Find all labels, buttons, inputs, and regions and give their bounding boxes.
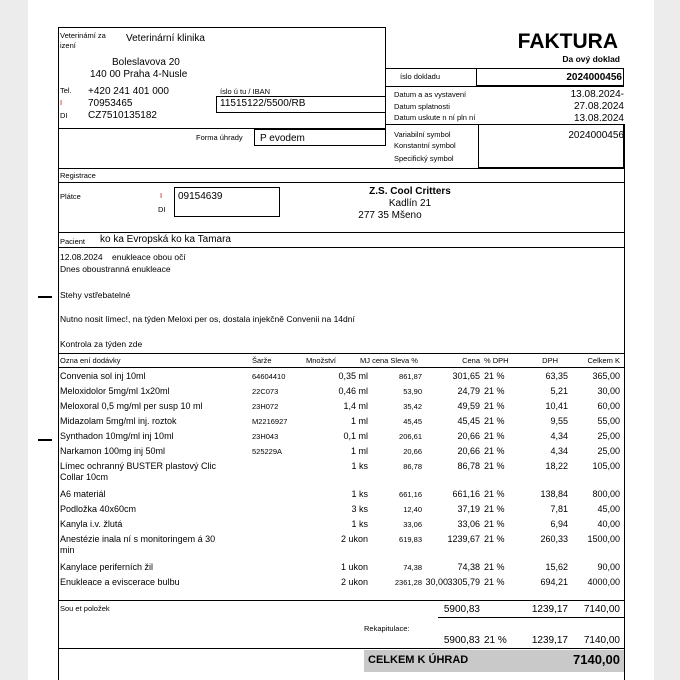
cell-price: 24,79: [457, 386, 480, 396]
margin-mark: [38, 296, 52, 298]
cell-qty: 1 ml: [350, 416, 368, 426]
cell-vat: 5,21: [550, 386, 568, 396]
clinic-account: 11515122/5500/RB: [220, 98, 306, 109]
cell-vat-pct: 21 %: [484, 577, 505, 587]
cell-batch: 64604410: [252, 372, 286, 381]
cell-vat: 6,94: [550, 519, 568, 529]
cell-total: 55,00: [597, 416, 620, 426]
cell-vat: 138,84: [540, 489, 568, 499]
sum-total: 7140,00: [583, 604, 620, 615]
cell-vat-pct: 21 %: [484, 489, 505, 499]
cell-vat-pct: 21 %: [484, 446, 505, 456]
cell-qty: 2 ukon: [340, 577, 368, 587]
cell-unit: 33,06: [403, 520, 422, 529]
cell-price: 49,59: [457, 401, 480, 411]
cell-vat: 15,62: [545, 562, 568, 572]
cell-batch: 525229A: [252, 447, 283, 456]
col-vatpct-header: % DPH: [484, 356, 509, 365]
cell-total: 45,00: [597, 504, 620, 514]
cell-total: 60,00: [597, 401, 620, 411]
cell-batch: 23H072: [252, 402, 279, 411]
dic-label: DI: [60, 111, 68, 120]
cell-qty: 1 ukon: [340, 562, 368, 572]
doc-number-label: íslo dokladu: [400, 72, 441, 81]
col-name-header: Ozna ení dodávky: [60, 356, 121, 365]
recap-price: 5900,83: [443, 635, 480, 646]
recap-total: 7140,00: [583, 635, 620, 646]
spec-symbol-label: Specifický symbol: [394, 154, 454, 163]
cell-vat: 260,33: [540, 534, 568, 544]
cell-price: 20,66: [457, 431, 480, 441]
cell-name: Límec ochranný BUSTER plastový Clic: [60, 461, 217, 471]
cell-vat: 9,55: [550, 416, 568, 426]
cell-batch: 23H043: [252, 432, 279, 441]
cell-total: 25,00: [597, 446, 620, 456]
cell-unit: 2361,28: [394, 578, 422, 587]
col-vat-header: DPH: [542, 356, 558, 365]
cell-price: 74,38: [457, 562, 480, 572]
cell-price: 3305,79: [447, 577, 480, 587]
cell-vat: 694,21: [540, 577, 568, 587]
clinic-phone: +420 241 401 000: [88, 86, 169, 97]
cell-price: 45,45: [457, 416, 480, 426]
cell-unit: 861,87: [399, 372, 422, 381]
date-tax: 13.08.2024: [573, 113, 624, 124]
col-batch-header: Šarže: [252, 356, 272, 365]
clinic-ic: 70953465: [88, 98, 133, 109]
tel-label: Tel.: [60, 86, 72, 95]
cell-vat: 18,22: [545, 461, 568, 471]
cell-unit: 53,90: [403, 387, 422, 396]
cell-total: 40,00: [597, 519, 620, 529]
ic-label: I: [60, 98, 63, 107]
patient-label: Pacient: [60, 237, 86, 246]
cell-qty: 3 ks: [351, 504, 368, 514]
cell-qty: 1,4 ml: [343, 401, 368, 411]
cell-price: 37,19: [457, 504, 480, 514]
cell-price: 1239,67: [447, 534, 480, 544]
cell-vat-pct: 21 %: [484, 386, 505, 396]
cell-name: Kanylace periferních žil: [60, 562, 154, 572]
cell-total: 4000,00: [587, 577, 620, 587]
clinic-name: Veterinární klinika: [126, 33, 205, 44]
cell-vat: 10,41: [545, 401, 568, 411]
note-line-4: Nutno nosit límec!, na týden Meloxi per os, dostala injekčně Convenii na 14dní: [60, 314, 355, 324]
cell-unit: 206,61: [399, 432, 422, 441]
cell-total: 30,00: [597, 386, 620, 396]
cell-total: 1500,00: [587, 534, 620, 544]
cell-price: 301,65: [452, 371, 480, 381]
cell-unit: 35,42: [403, 402, 422, 411]
sum-price: 5900,83: [443, 604, 480, 615]
invoice-subtitle: Da ový doklad: [562, 54, 620, 64]
const-symbol-label: Konstantní symbol: [394, 141, 456, 150]
cell-total: 800,00: [592, 489, 620, 499]
date-due-label: Datum splatnosti: [394, 102, 450, 111]
payer-label: Plátce: [60, 192, 81, 201]
cell-batch: M2216927: [252, 417, 288, 426]
cell-unit: 12,40: [403, 505, 422, 514]
date-tax-label: Datum uskute n ní pln ní: [394, 113, 476, 122]
cell-total: 365,00: [592, 371, 620, 381]
vet-facility-label: Veterinámí za izení: [60, 31, 106, 50]
cell-vat: 63,35: [545, 371, 568, 381]
cell-qty: 0,35 ml: [338, 371, 368, 381]
col-qty-header: Množství: [306, 356, 337, 365]
cell-qty: 2 ukon: [340, 534, 368, 544]
cell-vat-pct: 21 %: [484, 401, 505, 411]
payment-label: Forma úhrady: [196, 133, 243, 142]
payer-street: Kadlín 21: [388, 198, 432, 209]
note-line-5: Kontrola za týden zde: [60, 339, 143, 349]
payer-city: 277 35 Mšeno: [358, 210, 422, 221]
cell-vat-pct: 21 %: [484, 416, 505, 426]
cell-name: Podložka 40x60cm: [60, 504, 137, 514]
cell-total: 25,00: [597, 431, 620, 441]
cell-batch: 22C073: [252, 387, 279, 396]
payment-method: P evodem: [260, 133, 305, 144]
margin-mark: [38, 439, 52, 441]
doc-number: 2024000456: [566, 72, 622, 83]
cell-qty: 1 ml: [350, 446, 368, 456]
clinic-address-city: 140 00 Praha 4-Nusle: [90, 69, 188, 80]
cell-name: A6 materiál: [60, 489, 106, 499]
cell-name: Enukleace a eviscerace bulbu: [60, 577, 180, 587]
cell-price: 20,66: [457, 446, 480, 456]
cell-total: 90,00: [597, 562, 620, 572]
cell-name: Anestézie inala ní s monitoringem á 30: [60, 534, 216, 544]
cell-vat-pct: 21 %: [484, 504, 505, 514]
cell-vat: 4,34: [550, 446, 568, 456]
cell-name: Meloxidolor 5mg/ml 1x20ml: [60, 386, 170, 396]
sum-vat: 1239,17: [531, 604, 568, 615]
note-line-2: Dnes oboustranná enukleace: [60, 264, 171, 274]
cell-name: Convenia sol inj 10ml: [60, 371, 146, 381]
cell-price: 86,78: [457, 461, 480, 471]
cell-qty: 1 ks: [351, 461, 368, 471]
payer-ic-label: I: [160, 191, 163, 200]
payer-ic: 09154639: [178, 191, 223, 202]
col-unit-header: MJ cena Sleva %: [360, 356, 418, 365]
cell-unit: 45,45: [403, 417, 422, 426]
invoice-title: FAKTURA: [517, 30, 618, 53]
cell-unit: 661,16: [399, 490, 422, 499]
cell-vat-pct: 21 %: [484, 562, 505, 572]
cell-vat: 4,34: [550, 431, 568, 441]
cell-name: Synthadon 10mg/ml inj 10ml: [60, 431, 174, 441]
cell-unit: 74,38: [403, 563, 422, 572]
grand-total-label: CELKEM K ÚHRAD: [368, 654, 469, 666]
recap-vat: 1239,17: [531, 635, 568, 646]
cell-name: Kanyla i.v. žlutá: [60, 519, 123, 529]
invoice-page: [28, 0, 654, 680]
cell-discount: 30,00: [425, 577, 448, 587]
col-total-header: Celkem K: [587, 356, 620, 365]
note-line-3: Stehy vstřebatelné: [60, 290, 131, 300]
col-price-header: Cena: [462, 356, 480, 365]
var-symbol-label: Variabilní symbol: [394, 130, 451, 139]
account-label: íslo ú tu / IBAN: [220, 87, 271, 96]
cell-vat-pct: 21 %: [484, 431, 505, 441]
cell-vat-pct: 21 %: [484, 519, 505, 529]
registration-label: Registrace: [60, 171, 96, 180]
date-due: 27.08.2024: [573, 101, 624, 112]
cell-vat-pct: 21 %: [484, 461, 505, 471]
cell-unit: 86,78: [403, 462, 422, 471]
cell-vat-pct: 21 %: [484, 371, 505, 381]
cell-name-continued: min: [60, 545, 75, 555]
cell-unit: 619,83: [399, 535, 422, 544]
payer-dic-label: DI: [158, 205, 166, 214]
patient-name: ko ka Evropská ko ka Tamara: [100, 234, 231, 245]
var-symbol: 2024000456: [568, 130, 624, 141]
cell-total: 105,00: [592, 461, 620, 471]
clinic-dic: CZ7510135182: [88, 110, 157, 121]
payer-name: Z.S. Cool Critters: [369, 186, 451, 197]
cell-vat-pct: 21 %: [484, 534, 505, 544]
grand-total: 7140,00: [573, 652, 620, 667]
cell-name-continued: Collar 10cm: [60, 472, 109, 482]
cell-qty: 0,46 ml: [338, 386, 368, 396]
cell-vat: 7,81: [550, 504, 568, 514]
cell-unit: 20,66: [403, 447, 422, 456]
cell-qty: 1 ks: [351, 519, 368, 529]
recap-label: Rekapitulace:: [364, 624, 410, 633]
cell-price: 661,16: [452, 489, 480, 499]
recap-vat-pct: 21 %: [484, 635, 507, 646]
date-issued-label: Datum a as vystavení: [394, 90, 467, 99]
cell-name: Narkamon 100mg inj 50ml: [60, 446, 166, 456]
clinic-address-street: Boleslavova 20: [112, 57, 180, 68]
cell-name: Midazolam 5mg/ml inj. roztok: [60, 416, 177, 426]
date-issued: 13.08.2024-: [570, 89, 624, 100]
sum-label: Sou et položek: [60, 604, 110, 613]
cell-qty: 1 ks: [351, 489, 368, 499]
cell-name: Meloxoral 0,5 mg/ml per susp 10 ml: [60, 401, 203, 411]
note-line-1: 12.08.2024 enukleace obou očí: [60, 252, 186, 262]
cell-price: 33,06: [457, 519, 480, 529]
cell-qty: 0,1 ml: [343, 431, 368, 441]
